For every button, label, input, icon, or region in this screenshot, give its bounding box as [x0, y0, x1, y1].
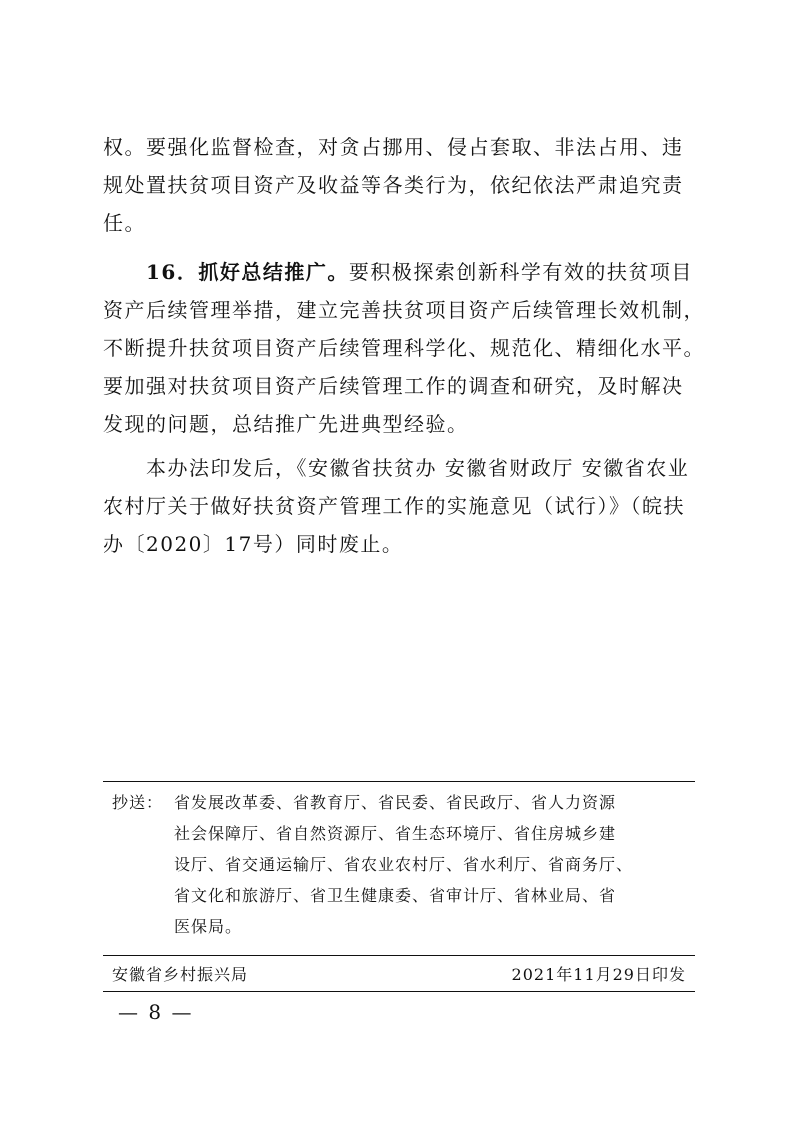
text-line: 权。要强化监督检查，对贪占挪用、侵占套取、非法占用、违: [103, 135, 684, 159]
page-number: — 8 —: [118, 1000, 194, 1024]
footer-middle-rule: [103, 955, 695, 956]
text-line: 任。: [103, 211, 146, 235]
text-line: [103, 253, 695, 291]
text-line: 规处置扶贫项目资产及收益等各类行为，依纪依法严肃追究责: [103, 173, 684, 197]
footer-top-rule: [103, 781, 695, 782]
cc-recipients: [174, 787, 633, 942]
cc-line: 省文化和旅游厅、省卫生健康委、省审计厅、省林业局、省: [174, 886, 617, 905]
text-line: 农村厅关于做好扶贫资产管理工作的实施意见（试行）》（皖扶: [103, 494, 685, 518]
paragraph-supervision: [103, 128, 695, 242]
paragraph-repeal-notice: [103, 449, 695, 563]
issuing-office: 安徽省乡村振兴局: [112, 965, 249, 984]
cc-line: 医保局。: [174, 917, 243, 936]
cc-label: 抄送：: [112, 793, 164, 812]
text-line: 资产后续管理举措，建立完善扶贫项目资产后续管理长效机制，: [103, 298, 705, 322]
cc-line: 社会保障厅、省自然资源厅、省生态环境厅、省住房城乡建: [174, 824, 617, 843]
cc-line: 省发展改革委、省教育厅、省民委、省民政厅、省人力资源: [174, 793, 617, 812]
text-line: 要加强对扶贫项目资产后续管理工作的调查和研究，及时解决: [103, 374, 684, 398]
text-fragment: 要积极探索创新科学有效的扶贫项目: [348, 260, 693, 284]
paragraph-summary-promotion: [103, 253, 705, 443]
main-text-block: [103, 128, 705, 563]
text-line: 办〔2020〕17号）同时废止。: [103, 532, 404, 556]
cc-distribution-list: [112, 787, 692, 947]
issue-date: 2021年11月29日印发: [511, 965, 686, 984]
text-line: 发现的问题，总结推广先进典型经验。: [103, 412, 469, 436]
text-line: 不断提升扶贫项目资产后续管理科学化、规范化、精细化水平。: [103, 336, 705, 360]
item-heading: 16．抓好总结推广。: [146, 260, 349, 284]
cc-line: 设厅、省交通运输厅、省农业农村厅、省水利厅、省商务厅、: [174, 855, 634, 874]
text-line: 本办法印发后，《安徽省扶贫办 安徽省财政厅 安徽省农业: [146, 456, 690, 480]
footer-bottom-rule: [103, 991, 695, 992]
